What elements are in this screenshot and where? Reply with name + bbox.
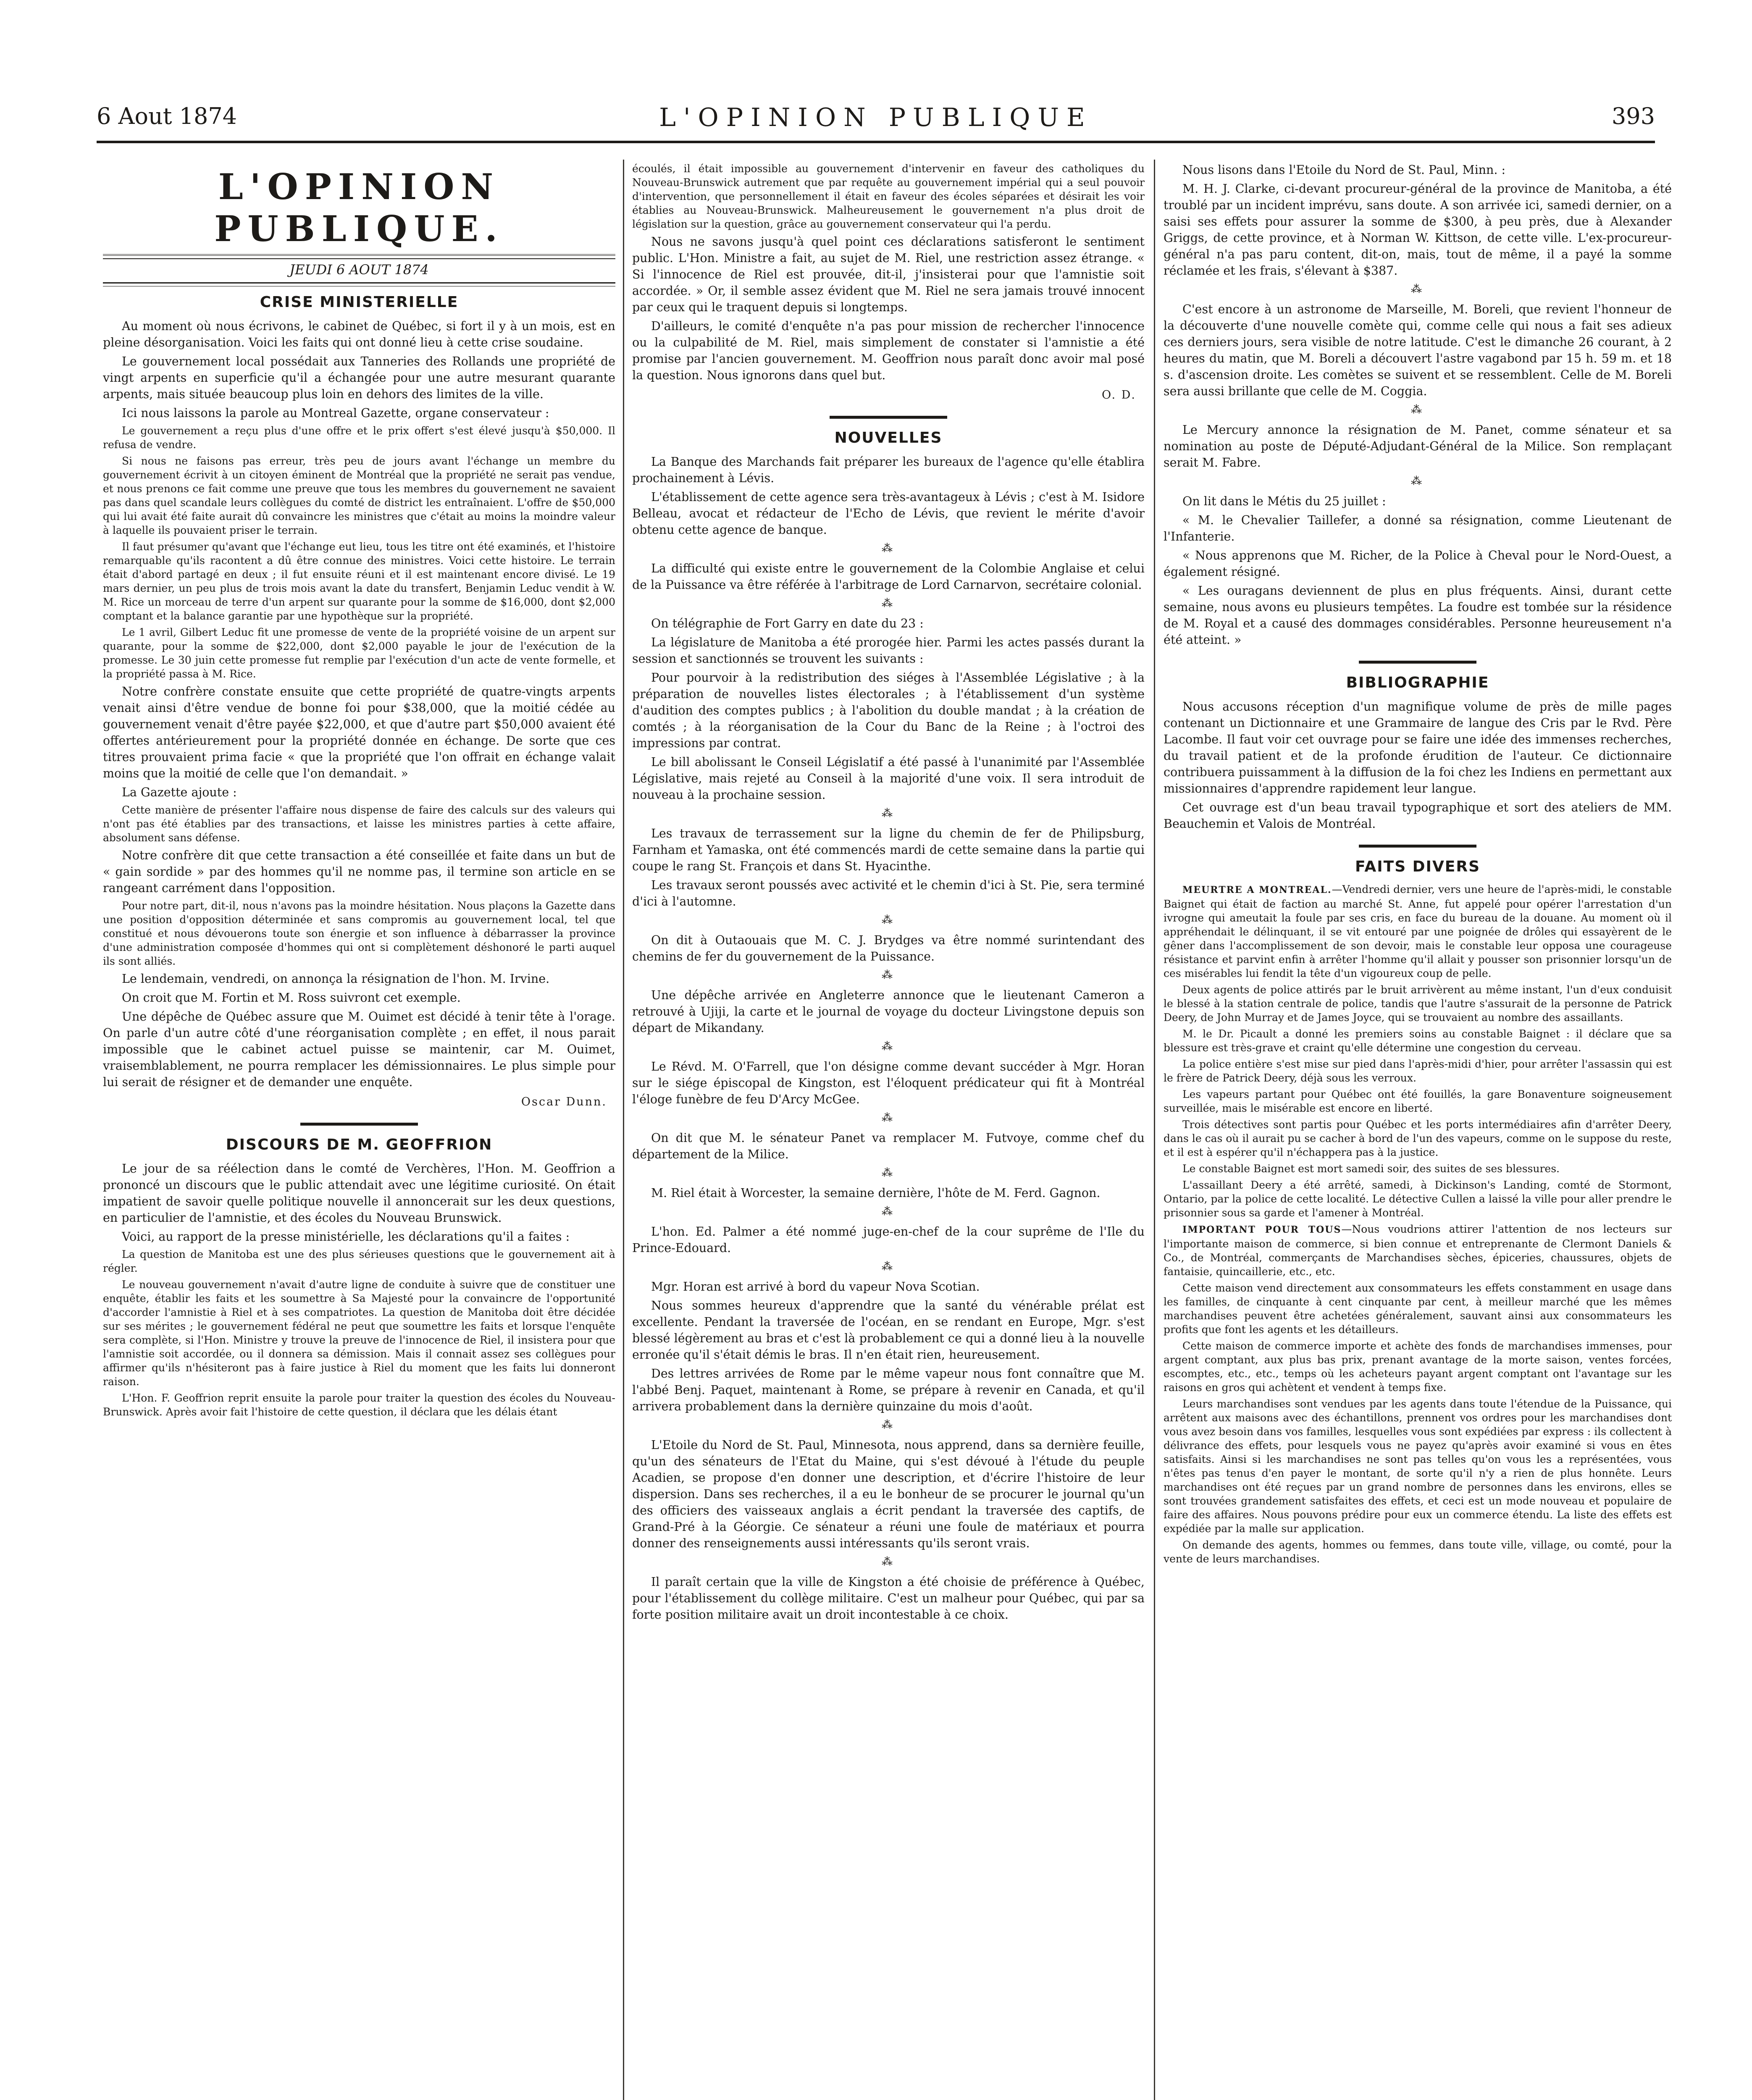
news-item: On lit dans le Métis du 25 juillet : [1182,494,1386,508]
section-separator [1359,845,1476,848]
paragraph: Nous accusons réception d'un magnifique volume de près de mille pages contenant un Dictionnaire et une Grammaire de langue des Cris par le Rvd. Père Lacombe. Il faut voir cet ouvrage pour se faire une idée des immenses recherches, du travail patient et de la profonde érudition de l'auteur. Ce dictionnaire contribuera puissamment à la diffusion de la foi chez les Indiens en permettant aux missionnaires d'apprendre rapidement leur langue. [1164,700,1672,795]
paragraph: On demande des agents, hommes ou femmes, dans toute ville, village, ou comté, pour la vente de leurs marchandises. [1164,1539,1672,1565]
news-item: Le Mercury annonce la résignation de M. Panet, comme sénateur et sa nomination au poste de Député-Adjudant-Général de la Milice. Son remplaçant serait M. Fabre. [1164,423,1672,470]
paragraph: M. le Dr. Picault a donné les premiers soins au constable Baignet : il déclare que sa blessure est très-grave et craint qu'elle détermine une congestion du cerveau. [1164,1028,1672,1054]
news-item: La Banque des Marchands fait préparer les bureaux de l'agence qu'elle établira prochainement à Lévis. [632,455,1145,485]
news-item: « M. le Chevalier Taillefer, a donné sa résignation, comme Lieutenant de l'Infanterie. [1164,513,1672,543]
paragraph: Notre confrère constate ensuite que cette propriété de quatre-vingts arpents venait ainsi d'être vendue de bonne foi pour $38,000, que la moitié cédée au gouvernement venait d'être payée $22,000, et que d'autre part $50,000 avaient été offertes antérieurement pour la propriété donnée en échange. De sorte que ces titres prouvaient prima facie « que la propriété que l'on offrait en échange valait moins que la moitié de celle que l'on demandait. » [103,685,615,780]
paragraph: La Gazette ajoute : [122,785,237,799]
paragraph: Nous ne savons jusqu'à quel point ces déclarations satisferont le sentiment public. L'Hon. Ministre a fait, au sujet de M. Riel, une restriction assez étrange. « Si l'innocence de Riel est prouvée, dit-il, j'insisterai pour que l'amnistie soit accordée. » Or, il semble assez évident que M. Riel ne sera jamais trouvé innocent par ceux qui le traquent depuis si longtemps. [632,235,1145,314]
asterism: ⁂ [882,1167,895,1179]
article-heading: FAITS DIVERS [1355,858,1481,875]
article-heading: CRISE MINISTERIELLE [260,294,459,311]
asterism: ⁂ [882,1419,895,1431]
quoted-paragraph: L'Hon. F. Geoffrion reprit ensuite la parole pour traiter la question des écoles du Nouveau-Brunswick. Après avoir fait l'histoire de cette question, il déclara que les délais étant [103,1392,615,1418]
news-item: Les travaux seront poussés avec activité et le chemin d'ici à St. Pie, sera terminé d'ici à l'automne. [632,878,1145,908]
news-item: M. Riel était à Worcester, la semaine dernière, l'hôte de M. Ferd. Gagnon. [651,1186,1101,1200]
quoted-paragraph: Le 1 avril, Gilbert Leduc fit une promesse de vente de la propriété voisine de un arpent sur quarante, pour la somme de $22,000, dont $2,000 payable le jour de l'exécution de la promesse. Le 30 juin cette promesse fut remplie par l'exécution d'un acte de vente formelle, et la propriété passa à M. Rice. [103,626,615,680]
quoted-paragraph: Il faut présumer qu'avant que l'échange eut lieu, tous les titre ont été examinés, et l'histoire remarquable qu'ils racontent a dû être connue des ministres. Voici cette histoire. Le terrain était d'abord partagé en deux ; il fut ensuite réuni et il est maintenant encore divisé. Le 19 mars dernier, un peu plus de trois mois avant la date du transfert, Benjamin Leduc vendit à W. M. Rice un morceau de terre d'un arpent sur quarante pour la somme de $16,000, dont $2,000 comptant et la balance garantie par une hypothèque sur la propriété. [103,541,615,622]
news-item: On dit à Outaouais que M. C. J. Brydges va être nommé surintendant des chemins de fer du gouvernement de la Puissance. [632,933,1145,963]
page-header [97,103,1655,145]
asterism: ⁂ [1411,475,1424,488]
news-item: Il paraît certain que la ville de Kingston a été choisie de préférence à Québec, pour l'établissement du collège militaire. C'est un malheur pour Québec, qui par sa forte position militaire avait un droit incontestable à ce choix. [632,1575,1145,1622]
asterism: ⁂ [882,807,895,820]
paragraph: Voici, au rapport de la presse ministérielle, les déclarations qu'il a faites : [122,1230,570,1244]
news-item: Une dépêche arrivée en Angleterre annonce que le lieutenant Cameron a retrouvé à Ujiji, la carte et le journal de voyage du docteur Livingstone depuis son départ de Mikandany. [632,988,1145,1035]
column-2 [632,162,1145,2100]
masthead-rule [103,254,615,259]
column-divider [623,160,624,2100]
news-item: La difficulté qui existe entre le gouvernement de la Colombie Anglaise et celui de la Puissance va être référée à l'arbitrage de Lord Carnarvon, secrétaire colonial. [632,562,1145,592]
paragraph: Le jour de sa réélection dans le comté de Verchères, l'Hon. M. Geoffrion a prononcé un discours que le public attendait avec une légitime curiosité. On était impatient de savoir quelle politique nouvelle il annoncerait sur les deux questions, en particulier de l'amnistie, et des écoles du Nouveau Brunswick. [103,1162,615,1225]
quoted-paragraph: La question de Manitoba est une des plus sérieuses questions que le gouvernement ait à régler. [103,1248,615,1274]
signature: Oscar Dunn. [521,1095,607,1108]
paragraph: Cette maison de commerce importe et achète des fonds de marchandises immenses, pour argent comptant, aux plus bas prix, prenant avantage de la morte saison, ventes forcées, escomptes, etc., etc., temps où les acheteurs payant argent comptant ont l'avantage sur les raisons en gros qui achètent et vendent à temps fixe. [1164,1340,1672,1394]
quoted-paragraph: Cette manière de présenter l'affaire nous dispense de faire des calculs sur des valeurs qui n'ont pas été établies par des transactions, et laisse les ministres parties à cette affaire, absolument sans défense. [103,804,615,844]
news-item: « Nous apprenons que M. Richer, de la Police à Cheval pour le Nord-Ouest, a également résigné. [1164,549,1672,579]
paragraph: La police entière s'est mise sur pied dans l'après-midi d'hier, pour arrêter l'assassin qui est le frère de Patrick Deery, déjà sous les verroux. [1164,1058,1672,1084]
news-item: On télégraphie de Fort Garry en date du 23 : [651,617,924,630]
news-item: Nous sommes heureux d'apprendre que la santé du vénérable prélat est excellente. Pendant la traversée de l'océan, en se rendant en Europe, Mgr. s'est blessé légèrement au bras et c'est là probablement ce qui a donné lieu à la nouvelle erronée qu'il s'était démis le bras. Il n'en était rien, heureusement. [632,1299,1145,1362]
paragraph: Cette maison vend directement aux consommateurs les effets constamment en usage dans les familles, de cinquante à cent cinquante par cent, à meilleur marché que les mêmes marchandises peuvent être achetées généralement, sauvant ainsi aux consommateurs les profits que font les agents et les détailleurs. [1164,1282,1672,1336]
asterism: ⁂ [882,914,895,927]
asterism: ⁂ [1411,283,1424,296]
asterism: ⁂ [882,969,895,982]
quoted-paragraph: Le gouvernement a reçu plus d'une offre et le prix offert s'est élevé jusqu'à $50,000. Il refusa de vendre. [103,425,615,451]
news-item: L'hon. Ed. Palmer a été nommé juge-en-chef de la cour suprême de l'Ile du Prince-Edouard. [632,1225,1145,1255]
asterism: ⁂ [882,542,895,555]
paragraph: Les vapeurs partant pour Québec ont été fouillés, la gare Bonaventure soigneusement surveillée, mais le misérable est encore en liberté. [1164,1088,1672,1114]
asterism: ⁂ [882,1040,895,1053]
paragraph: On croit que M. Fortin et M. Ross suivront cet exemple. [122,991,461,1005]
asterism: ⁂ [1411,404,1424,416]
news-item: Nous lisons dans l'Etoile du Nord de St. Paul, Minn. : [1182,163,1506,177]
news-item: On dit que M. le sénateur Panet va remplacer M. Futvoye, comme chef du département de la Milice. [632,1131,1145,1161]
news-item: Le bill abolissant le Conseil Législatif a été passé à l'unanimité par l'Assemblée Législative, mais rejeté au Conseil à la majorité d'une voix. Il sera introduit de nouveau à la prochaine session. [632,755,1145,802]
quoted-paragraph: écoulés, il était impossible au gouvernement d'intervenir en faveur des catholiques du Nouveau-Brunswick autrement que par requête au gouvernement impérial qui a seul pouvoir d'intervention, que personnellement il était en faveur des écoles séparées et désirait les voir établies au Nouveau-Brunswick. Malheureusement le gouvernement n'a plus droit de législation sur la question, grâce au gouvernement conservateur qui l'a perdu. [632,163,1145,230]
quoted-paragraph: Le nouveau gouvernement n'avait d'autre ligne de conduite à suivre que de constituer une enquête, établir les faits et les soumettre à Sa Majesté pour la convaincre de l'opportunité d'accorder l'amnistie à Riel et à ses compatriotes. La question de Manitoba doit être décidée sur ses mérites ; le gouvernement fédéral ne peut que soumettre les faits et lorsque l'enquête sera complète, si l'Hon. Ministre y trouve la preuve de l'innocence de Riel, il insistera pour que l'amnistie soit accordée, ou il donnera sa démission. Mais il connait assez ses collègues pour affirmer qu'ils n'hésiteront pas à faire justice à Riel du moment que les faits lui donneront raison. [103,1278,615,1388]
news-item: Pour pourvoir à la redistribution des siéges à l'Assemblée Législative ; à la préparation de nouvelles listes électorales ; à l'établissement d'un système d'audition des comptes publics ; à l'abolition du double mandat ; à la création de comtés ; à la réorganisation de la Cour du Banc de la Reine ; à l'octroi des impressions par contrat. [632,671,1145,750]
news-item: Le Révd. M. O'Farrell, que l'on désigne comme devant succéder à Mgr. Horan sur le siége épiscopal de Kingston, est l'éloquent prédicateur qui fit à Montréal l'éloge funèbre de feu D'Arcy McGee. [632,1060,1145,1106]
section-separator [1359,661,1476,664]
article-heading: DISCOURS DE M. GEOFFRION [226,1136,493,1153]
paragraph: Ici nous laissons la parole au Montreal Gazette, organe conservateur : [122,406,549,420]
column-3 [1164,162,1672,2100]
article-heading: BIBLIOGRAPHIE [1346,674,1489,691]
paragraph: D'ailleurs, le comité d'enquête n'a pas pour mission de rechercher l'innocence ou la culpabilité de M. Riel, mais simplement de constater si l'amnistie a été promise par l'ancien gouvernement. M. Geoffrion nous paraît donc avoir mal posé la question. Nous ignorons dans quel but. [632,319,1145,382]
issue-date: JEUDI 6 AOUT 1874 [289,262,429,278]
news-item: « Les ouragans deviennent de plus en plus fréquents. Ainsi, durant cette semaine, nous avons eu plusieurs tempêtes. La foudre est tombée sur la résidence de M. Royal et a causé des dommages considérables. Personne heureusement n'a été atteint. » [1164,584,1672,647]
paragraph: —Nous voudrions attirer l'attention de nos lecteurs sur l'importante maison de commerce, si bien connue et entreprenante de Clermont Daniels & Co., de Montréal, commerçants de Marchandises sèches, épiceries, chaussures, objets de fantaisie, quincaillerie, etc., etc. [1164,1223,1672,1278]
paragraph: Cet ouvrage est d'un beau travail typographique et sort des ateliers de MM. Beauchemin et Valois de Montréal. [1164,801,1672,831]
paragraph: Le lendemain, vendredi, on annonça la résignation de l'hon. M. Irvine. [122,972,550,986]
news-item: Les travaux de terrassement sur la ligne du chemin de fer de Philipsburg, Farnham et Yamaska, ont été commencés mardi de cette semaine dans la partie qui coupe le rang St. François et dans St. Hyacinthe. [632,827,1145,873]
paragraph: Le constable Baignet est mort samedi soir, des suites de ses blessures. [1182,1163,1560,1175]
header-title: L'OPINION PUBLIQUE [659,103,1093,132]
asterism: ⁂ [882,597,895,610]
header-rule [97,141,1655,143]
column-divider [1154,160,1155,2100]
section-separator [830,416,947,419]
news-item: C'est encore à un astronome de Marseille, M. Boreli, que revient l'honneur de la découverte d'une nouvelle comète qui, comme celle qui nous a fait ses adieux ces derniers jours, sera visible de notre latitude. C'est le dimanche 26 courant, à 2 heures du matin, que M. Boreli a découvert l'astre vagabond par 15 h. 59 m. et 18 s. d'ascension droite. Les comètes se suivent et se ressemblent. Celle de M. Boreli sera aussi brillante que celle de M. Coggia. [1164,302,1672,398]
paragraph: Le gouvernement local possédait aux Tanneries des Rollands une propriété de vingt arpents en superficie qu'il a échangée pour une autre mesurant quarante arpents, mais située beaucoup plus loin en dehors des limites de la ville. [103,354,615,401]
section-separator [300,1123,418,1126]
paragraph: Deux agents de police attirés par le bruit arrivèrent au même instant, l'un d'eux conduisit le blessé à la station centrale de police, tandis que l'autre s'assurait de la personne de Patrick Deery, de John Murray et de James Joyce, qui se trouvaient au nombre des assaillants. [1164,984,1672,1024]
news-item: Des lettres arrivées de Rome par le même vapeur nous font connaître que M. l'abbé Benj. Paquet, maintenant à Rome, se prépare à revenir en Canada, et qu'il arrivera probablement dans la dernière quinzaine du mois d'août. [632,1367,1145,1413]
news-item: L'Etoile du Nord de St. Paul, Minnesota, nous apprend, dans sa dernière feuille, qu'un des sénateurs de l'Etat du Maine, qui s'est dévoué à l'étude du peuple Acadien, se propose d'en donner une description, et d'écrire l'histoire de leur dispersion. Dans ses recherches, il a eu le bonheur de se procurer le journal qu'un des officiers des vaisseaux anglais a écrit pendant la traversée des captifs, de Grand-Pré à la Géorgie. Ce sénateur a réuni une foule de matériaux et pourra donner des renseignements aussi intéressants qu'ils seront vrais. [632,1438,1145,1550]
paragraph: Leurs marchandises sont vendues par les agents dans toute l'étendue de la Puissance, qui arrêtent aux maisons avec des échantillons, prennent vos ordres pour les marchandises dont vous avez besoin dans vos familles, lesquelles vous sont expédiées par express : ils collectent à délivrance des effets, pour lesquels vous ne payez qu'après avoir examiné si vous en êtes satisfaits. Ainsi si les marchandises ne sont pas telles qu'on vous les a représentées, vous n'êtes pas tenus d'en payer le montant, de sorte qu'il n'y a rien de plus honnête. Leurs marchandises ont été reçues par un grand nombre de personnes dans les environs, elles se sont trouvées grandement satisfaites des effets, et ceci est un mode nouveau et populaire de faire des affaires. Nous pouvons prédire pour eux un commerce étendu. La liste des effets est expédiée par la malle sur application. [1164,1398,1672,1535]
article-heading: NOUVELLES [834,429,943,446]
masthead: L'OPINION PUBLIQUE. [214,166,504,249]
header-date: 6 Aout 1874 [97,103,237,129]
paragraph: Notre confrère dit que cette transaction a été conseillée et faite dans un but de « gain sordide » par des hommes qu'il ne nomme pas, il termine son article en se rangeant carrément dans l'opposition. [103,848,615,895]
news-item: La législature de Manitoba a été prorogée hier. Parmi les actes passés durant la session et sanctionnés se trouvent les suivants : [632,635,1145,666]
signature: O. D. [1102,388,1136,402]
news-item: M. H. J. Clarke, ci-devant procureur-général de la province de Manitoba, a été troublé par un incident imprévu, sans doute. A son arrivée ici, samedi dernier, on a saisi ses effets pour assurer la somme de $300, à peu près, due à Alexander Griggs, de cette province, et à Norman W. Kittson, de cette ville. L'ex-procureur-général n'a pas paru content, dit-on, mais, tout de même, il a payé la somme réclamée et les frais, s'élevant à $387. [1164,182,1672,278]
item-label: MEURTRE A MONTREAL. [1182,885,1332,895]
asterism: ⁂ [882,1112,895,1124]
paragraph: Une dépêche de Québec assure que M. Ouimet est décidé à tenir tête à l'orage. On parle d'un autre côté d'une réorganisation complète ; en effet, il nous parait impossible que le cabinet actuel puisse se maintenir, car M. Ouimet, vraisemblablement, ne pourra remplacer les démissionnaires. Le plus simple pour lui serait de résigner et de demander une enquête. [103,1010,615,1089]
paragraph: L'assaillant Deery a été arrêté, samedi, à Dickinson's Landing, comté de Stormont, Ontario, par la police de cette localité. Le détective Cullen a laissé la ville pour aller prendre le prisonnier sous sa garde et l'amener à Montréal. [1164,1179,1672,1219]
item-label: IMPORTANT POUR TOUS [1182,1224,1342,1235]
column-1 [103,162,615,2100]
news-item: Mgr. Horan est arrivé à bord du vapeur Nova Scotian. [651,1280,980,1294]
paragraph: —Vendredi dernier, vers une heure de l'après-midi, le constable Baignet qui était de faction au marché St. Anne, fut appelé pour opérer l'arrestation d'un ivrogne qui ameutait la foule par ses cris, en face du bureau de la douane. Au moment où il appréhendait le délinquant, il se vit entouré par une poignée de drôles qui essayèrent de le gêner dans l'accomplissement de son devoir, mais le constable leur opposa une courageuse résistance et parvint enfin à arrêter l'homme qu'il allait y pousser son prisonnier lorsqu'un de ces misérables lui fendit la tête d'un vigoureux coup de pelle. [1164,883,1672,979]
quoted-paragraph: Pour notre part, dit-il, nous n'avons pas la moindre hésitation. Nous plaçons la Gazette dans une position d'opposition déterminée et sans compromis au gouvernement local, tel que constitué et nous dévouerons toute son énergie et son influence à débarrasser la province d'une administration composée d'hommes qui ont si complètement déshonoré le parti auquel ils sont alliés. [103,900,615,967]
asterism: ⁂ [882,1260,895,1273]
asterism: ⁂ [882,1205,895,1218]
paragraph: Au moment où nous écrivons, le cabinet de Québec, si fort il y à un mois, est en pleine désorganisation. Voici les faits qui ont donné lieu à cette crise soudaine. [103,319,615,349]
news-item: L'établissement de cette agence sera très-avantageux à Lévis ; c'est à M. Isidore Belleau, avocat et rédacteur de l'Echo de Lévis, que revient le mérite d'avoir obtenu cette agence de banque. [632,490,1145,537]
asterism: ⁂ [882,1556,895,1568]
quoted-paragraph: Si nous ne faisons pas erreur, très peu de jours avant l'échange un membre du gouvernement écrivit à un citoyen éminent de Montréal que la propriété ne serait pas vendue, et nous prenons ce fait comme une preuve que tous les membres du gouvernement ne savaient pas dans quel scandale leurs collègues du comté de district les entraînaient. L'offre de $50,000 qui lui avait été faite aurait dû convaincre les ministres que c'était au moins la moindre valeur à laquelle ils pouvaient priser le terrain. [103,455,615,536]
paragraph: Trois détectives sont partis pour Québec et les ports intermédiaires afin d'arrêter Deery, dans le cas où il aurait pu se cacher à bord de l'un des vapeurs, comme on le suppose du reste, et il est à espérer qu'il n'échappera pas à la justice. [1164,1118,1672,1158]
masthead-rule [103,282,615,284]
page-number: 393 [1611,103,1655,129]
